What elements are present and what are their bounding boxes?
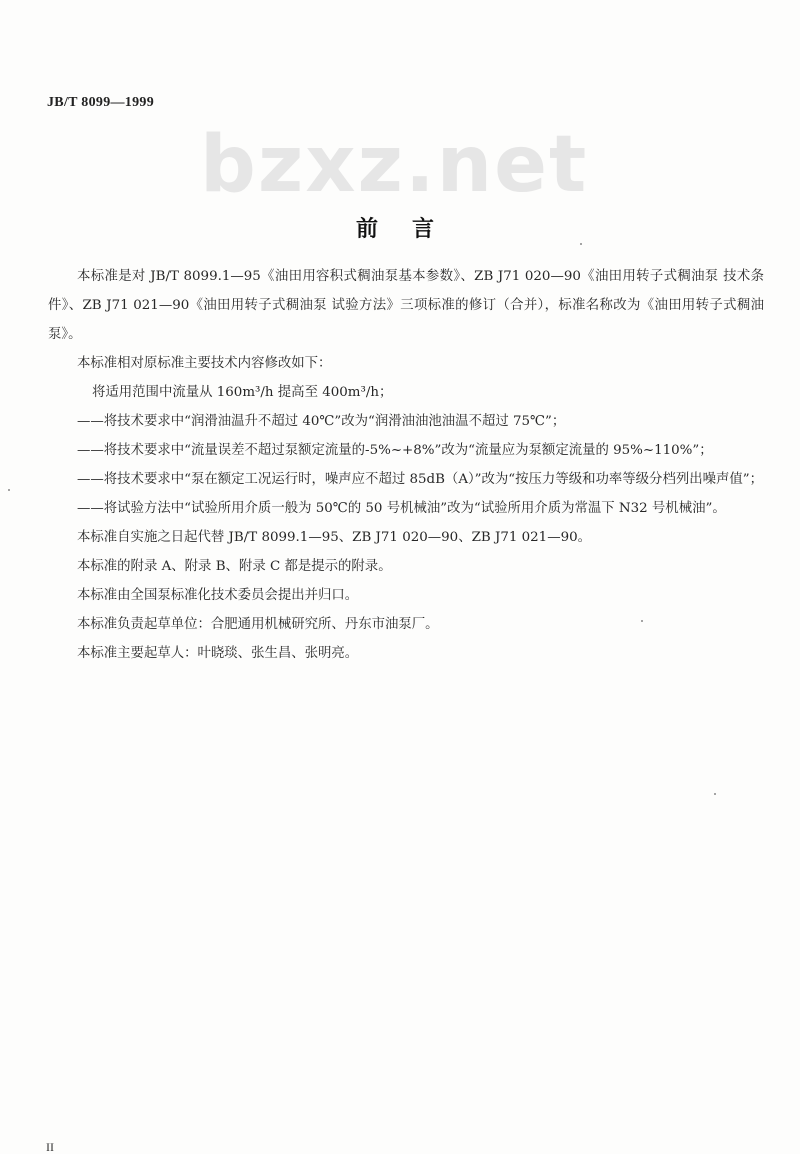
paragraph-revision-scope: 本标准是对 JB/T 8099.1—95《油田用容积式稠油泵基本参数》、ZB J71 020—90《油田用转子式稠油泵 技术条件》、ZB J71 021—90《油田用转子式稠油泵 试验方法》三项标准的修订（合并），标准名称改为《油田用转子式稠油泵》。 (48, 269, 764, 342)
watermark-text: bzxz.net (200, 120, 589, 210)
change-item-flow-range: 将适用范围中流量从 160m³/h 提高至 400m³/h； (92, 385, 393, 400)
page-title: 前言 (355, 217, 468, 242)
page-number: II (46, 1140, 54, 1154)
paragraph-appendices: 本标准的附录 A、附录 B、附录 C 都是提示的附录。 (77, 559, 392, 574)
change-item-noise: ——将技术要求中“泵在额定工况运行时，噪声应不超过 85dB（A）”改为“按压力等级和功率等级分档列出噪声值”； (77, 472, 764, 487)
paragraph-drafting-units: 本标准负责起草单位：合肥通用机械研究所、丹东市油泵厂。 (77, 617, 439, 632)
change-item-test-medium: ——将试验方法中“试验所用介质一般为 50℃的 50 号机械油”改为“试验所用介质为常温下 N32 号机械油”。 (77, 501, 726, 516)
paragraph-proposer: 本标准由全国泵标准化技术委员会提出并归口。 (77, 588, 359, 603)
paragraph-drafters: 本标准主要起草人：叶晓琰、张生昌、张明亮。 (77, 646, 359, 661)
foreword-body (48, 262, 764, 668)
scan-speck (580, 243, 582, 245)
paragraph-replaces: 本标准自实施之日起代替 JB/T 8099.1—95、ZB J71 020—90、ZB J71 021—90。 (77, 530, 592, 545)
scan-speck (641, 620, 643, 622)
paragraph-changes-intro: 本标准相对原标准主要技术内容修改如下： (77, 356, 332, 371)
standard-number: JB/T 8099—1999 (47, 95, 155, 110)
change-item-oil-temperature: ——将技术要求中“润滑油温升不超过 40℃”改为“润滑油油池油温不超过 75℃”； (77, 414, 566, 429)
change-item-flow-tolerance: ——将技术要求中“流量误差不超过泵额定流量的-5%~+8%”改为“流量应为泵额定流量的 95%~110%”； (77, 443, 713, 458)
scan-speck (8, 489, 10, 491)
scan-speck (714, 793, 716, 795)
